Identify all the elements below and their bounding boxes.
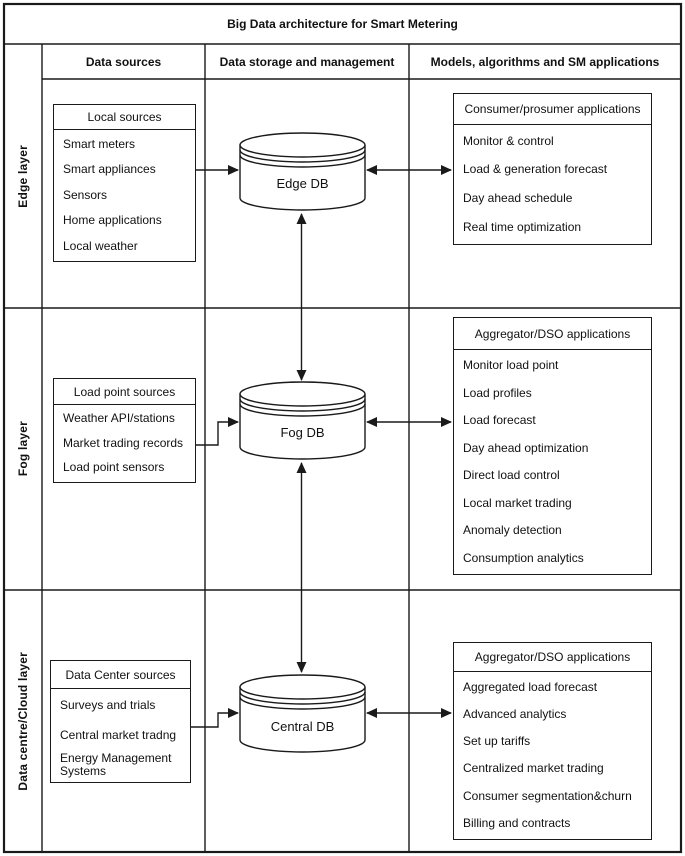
list-item: Surveys and trials <box>60 698 156 713</box>
cloud-aggregator-apps-title: Aggregator/DSO applications <box>454 643 651 672</box>
list-item: Load forecast <box>463 413 536 428</box>
fog-aggregator-apps-box <box>453 317 652 575</box>
central-db-label: Central DB <box>270 719 335 734</box>
list-item: Energy Management Systems <box>60 750 172 779</box>
fog-db-label: Fog DB <box>280 425 325 440</box>
row-label-edge-layer-text: Edge layer <box>16 144 30 208</box>
list-item: Sensors <box>63 187 108 202</box>
list-item: Day ahead optimization <box>463 440 589 455</box>
list-item: Market trading records <box>63 435 184 450</box>
list-item: Load point sensors <box>63 460 165 475</box>
fog-db-cylinder-icon <box>240 382 365 459</box>
cloud-data-center-sources-title: Data Center sources <box>51 661 190 689</box>
edge-local-sources-title: Local sources <box>54 105 195 130</box>
list-item: Advanced analytics <box>463 707 567 722</box>
list-item: Monitor & control <box>463 133 554 148</box>
list-item: Anomaly detection <box>463 523 562 538</box>
fog-load-point-sources-box <box>53 378 196 483</box>
fog-load-point-sources-title: Load point sources <box>54 379 195 405</box>
column-header-data-storage: Data storage and management <box>219 54 395 69</box>
list-item: Billing and contracts <box>463 815 571 830</box>
cloud-data-center-sources-box <box>50 660 191 783</box>
list-item: Monitor load point <box>463 358 559 373</box>
row-label-cloud-layer <box>4 590 42 852</box>
list-item: Centralized market trading <box>463 761 604 776</box>
edge-consumer-apps-box <box>453 93 652 245</box>
row-label-edge-layer <box>4 44 42 308</box>
edge-local-sources-list <box>54 130 195 261</box>
edge-local-sources-box <box>53 104 196 262</box>
list-item: Consumer segmentation&churn <box>463 788 632 803</box>
central-db-cylinder-icon <box>240 675 365 752</box>
edge-consumer-apps-list <box>454 125 651 244</box>
row-label-cloud-layer-text: Data centre/Cloud layer <box>16 651 30 791</box>
list-item: Load & generation forecast <box>463 162 608 177</box>
fog-aggregator-apps-title: Aggregator/DSO applications <box>454 318 651 350</box>
row-label-fog-layer <box>4 308 42 590</box>
edge-consumer-apps-title: Consumer/prosumer applications <box>454 94 651 125</box>
list-item: Local market trading <box>463 495 572 510</box>
row-label-fog-layer-text: Fog layer <box>16 421 30 477</box>
list-item: Home applications <box>63 213 162 228</box>
list-item: Consumption analytics <box>463 550 584 565</box>
fog-load-point-sources-list <box>54 405 195 482</box>
column-header-models-applications: Models, algorithms and SM applications <box>430 54 660 69</box>
list-item: Local weather <box>63 238 138 253</box>
list-item: Central market tradng <box>60 727 177 742</box>
cloud-aggregator-apps-list <box>454 672 651 839</box>
list-item: Smart meters <box>63 136 136 151</box>
edge-db-cylinder-icon <box>240 133 365 210</box>
list-item: Set up tariffs <box>463 734 531 749</box>
list-item: Direct load control <box>463 468 560 483</box>
list-item: Load profiles <box>463 385 532 400</box>
edge-db-label: Edge DB <box>276 176 329 191</box>
list-item: Weather API/stations <box>63 411 175 426</box>
list-item: Aggregated load forecast <box>463 679 598 694</box>
list-item: Day ahead schedule <box>463 191 573 206</box>
fog-aggregator-apps-list <box>454 350 651 574</box>
cloud-aggregator-apps-box <box>453 642 652 840</box>
diagram-title: Big Data architecture for Smart Metering <box>227 17 458 31</box>
column-header-data-sources: Data sources <box>85 54 162 69</box>
list-item: Real time optimization <box>463 219 582 234</box>
arrow-load-point-sources-to-fog-db <box>196 422 238 445</box>
cloud-data-center-sources-list <box>51 689 190 782</box>
arrow-dc-sources-to-central-db <box>191 713 238 727</box>
list-item: Smart appliances <box>63 162 156 177</box>
